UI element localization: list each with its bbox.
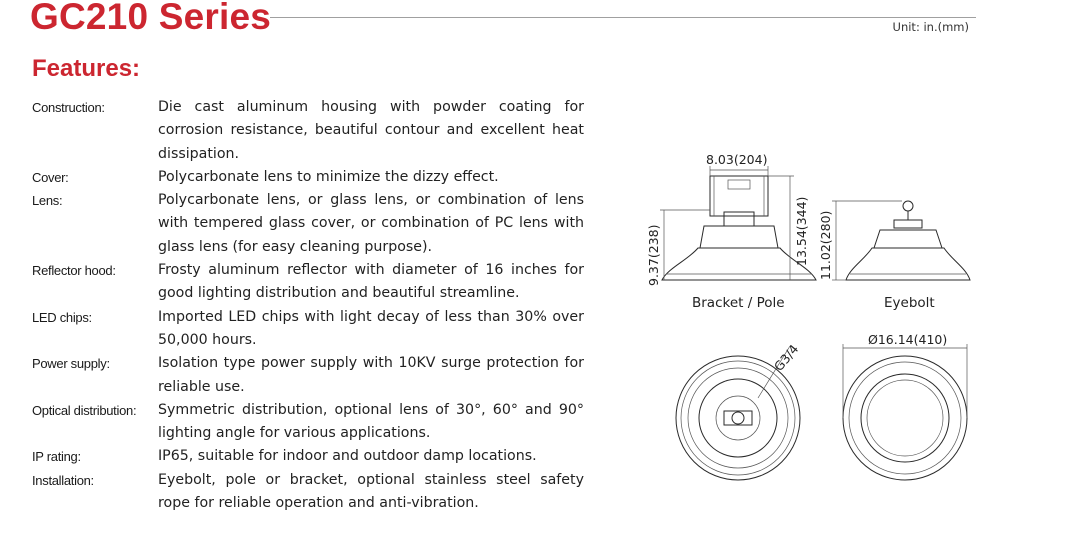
bracket-side-view	[662, 176, 816, 280]
features-table	[32, 96, 584, 515]
feature-label: Construction:	[32, 100, 105, 115]
feature-value: Isolation type power supply with 10KV surge protection for reliable use.	[158, 355, 584, 395]
unit-note: Unit: in.(mm)	[892, 20, 969, 34]
bracket-width-label: 8.03(204)	[706, 152, 768, 167]
feature-value: Polycarbonate lens to minimize the dizzy effect.	[158, 168, 499, 185]
feature-value: Symmetric distribution, optional lens of 30°, 60° and 90° lighting angle for various applications.	[158, 401, 584, 442]
eyebolt-top-view	[843, 356, 967, 480]
feature-value: IP65, suitable for indoor and outdoor damp locations.	[158, 448, 537, 465]
feature-label: Lens:	[32, 193, 63, 209]
feature-value: Polycarbonate lens, or glass lens, or combination of lens with tempered glass cover, or combination of PC lens with glass lens (for easy cleaning purpose).	[158, 192, 584, 255]
feature-row-led-chips	[32, 306, 584, 353]
feature-row-ip-rating	[32, 445, 584, 468]
features-heading: Features:	[32, 55, 141, 82]
feature-value: Imported LED chips with light decay of less than 30% over 50,000 hours.	[158, 308, 584, 348]
feature-label: LED chips:	[32, 309, 92, 325]
eyebolt-height-label: 11.02(280)	[818, 210, 833, 280]
feature-row-reflector-hood	[32, 259, 584, 306]
feature-label: Reflector hood:	[32, 263, 116, 279]
bracket-top-view	[676, 341, 801, 480]
eyebolt-caption: Eyebolt	[884, 295, 935, 311]
feature-label: Installation:	[32, 472, 94, 488]
bracket-width-dimension	[706, 152, 768, 176]
diameter-dimension	[843, 332, 967, 418]
feature-row-lens	[32, 189, 584, 259]
feature-row-construction	[32, 96, 584, 166]
bracket-height-label: 9.37(238)	[646, 224, 661, 286]
eyebolt-side-view	[846, 201, 970, 280]
feature-value: Frosty aluminum reflector with diameter of 16 inches for good lighting distribution and beautiful streamline.	[158, 262, 584, 302]
thread-label: G3/4	[770, 341, 802, 374]
feature-value: Die cast aluminum housing with powder coating for corrosion resistance, beautiful contour and excellent heat dissipation.	[158, 99, 584, 162]
feature-label: IP rating:	[32, 449, 81, 465]
feature-row-optical-distribution	[32, 399, 584, 446]
feature-row-power-supply	[32, 352, 584, 399]
eyebolt-height-dimension	[818, 201, 902, 280]
overall-height-label: 13.54(344)	[794, 196, 809, 266]
feature-row-cover	[32, 166, 584, 189]
bracket-caption: Bracket / Pole	[692, 295, 785, 311]
feature-row-installation	[32, 469, 584, 516]
title-divider	[270, 17, 976, 18]
page-title: GC210 Series	[30, 0, 272, 37]
feature-value: Eyebolt, pole or bracket, optional stainless steel safety rope for reliable operation and anti-vibration.	[158, 471, 584, 512]
diameter-label: Ø16.14(410)	[868, 332, 948, 347]
feature-label: Power supply:	[32, 356, 110, 372]
feature-label: Cover:	[32, 169, 69, 185]
feature-label: Optical distribution:	[32, 402, 137, 418]
technical-drawing	[640, 140, 985, 490]
